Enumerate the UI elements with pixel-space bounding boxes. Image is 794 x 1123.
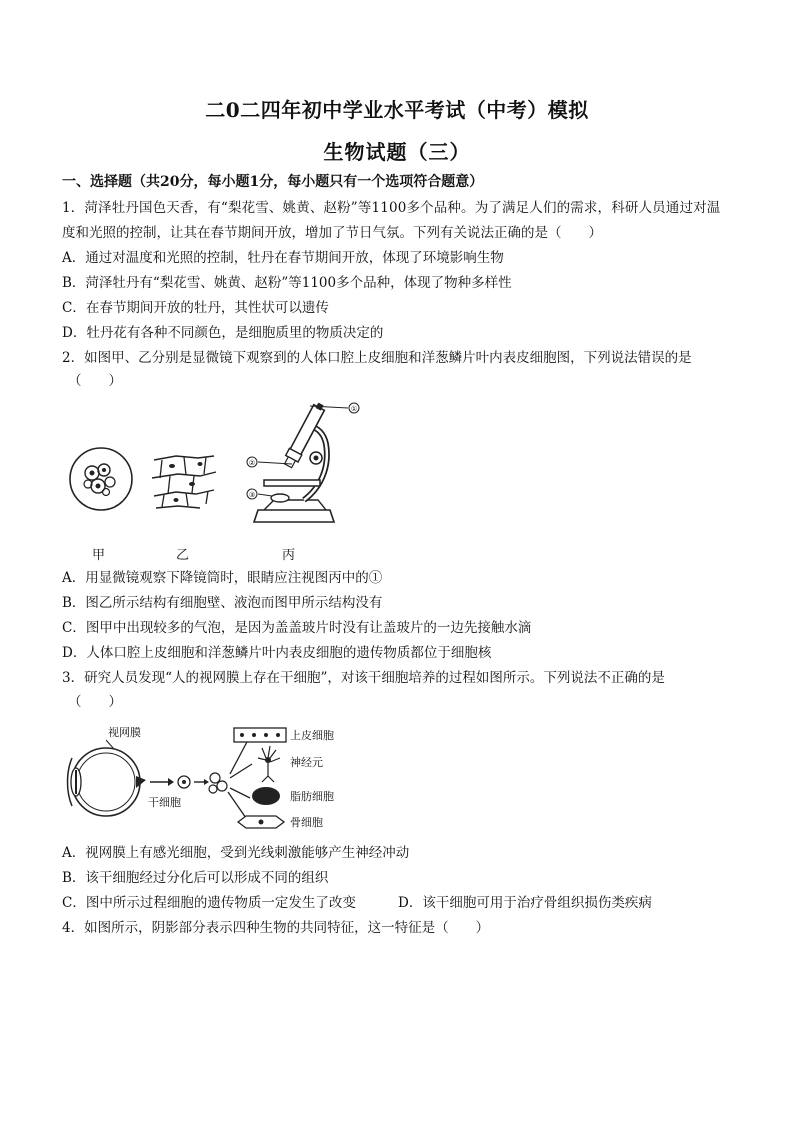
q2-option-a: A．用显微镜观察下降镜筒时，眼睛应注视图丙中的①	[62, 570, 383, 586]
section-heading: 一、选择题（共20分，每小题1分，每小题只有一个选项符合题意）	[62, 174, 484, 190]
q1-stem-line1: 1．菏泽牡丹国色天香，有“梨花雪、姚黄、赵粉”等1100多个品种。为了满足人们的需求，科研人员通过对温	[62, 200, 721, 216]
q1-option-a: A．通过对温度和光照的控制，牡丹在春节期间开放，体现了环境影响生物	[62, 250, 504, 266]
label-bone-cell: 骨细胞	[290, 816, 323, 829]
label-retina: 视网膜	[108, 726, 141, 739]
microscope-mark-2: ②	[248, 459, 256, 467]
q2-option-c: C．图甲中出现较多的气泡，是因为盖盖玻片时没有让盖玻片的一边先接触水滴	[62, 620, 532, 636]
microscope-mark-1: ①	[350, 405, 358, 413]
q3-stem-line2: （ ）	[68, 694, 122, 710]
q1-option-d: D．牡丹花有各种不同颜色，是细胞质里的物质决定的	[62, 325, 384, 341]
exam-subtitle: 生物试题（三）	[323, 140, 471, 164]
q3-option-c: C．图中所示过程细胞的遗传物质一定发生了改变	[62, 895, 356, 911]
q3-option-b: B．该干细胞经过分化后可以形成不同的组织	[62, 870, 329, 886]
microscope-mark-3: ③	[248, 491, 256, 499]
fig-label-bing: 丙	[282, 548, 296, 563]
q3-option-a: A．视网膜上有感光细胞，受到光线刺激能够产生神经冲动	[62, 845, 410, 861]
q3-stem-line1: 3．研究人员发现“人的视网膜上存在干细胞”，对该干细胞培养的过程如图所示。下列说法不正确的是	[62, 670, 665, 686]
q2-stem-line1: 2．如图甲、乙分别是显微镜下观察到的人体口腔上皮细胞和洋葱鳞片叶内表皮细胞图，下列说法错误的是	[62, 350, 692, 366]
q1-option-c: C．在春节期间开放的牡丹，其性状可以遗传	[62, 300, 329, 316]
exam-title: 二0二四年初中学业水平考试（中考）模拟	[205, 98, 589, 122]
label-stem-cell: 干细胞	[148, 796, 181, 809]
figure-stem-cell-differentiation	[62, 718, 352, 836]
q4-stem: 4．如图所示，阴影部分表示四种生物的共同特征，这一特征是（ ）	[62, 920, 490, 936]
fig-label-yi: 乙	[176, 548, 190, 563]
q1-stem-line2: 度和光照的控制，让其在春节期间开放，增加了节日气氛。下列有关说法正确的是（ ）	[62, 225, 602, 241]
label-neuron: 神经元	[290, 756, 323, 769]
label-epithelial: 上皮细胞	[290, 729, 334, 742]
q2-stem-line2: （ ）	[68, 373, 122, 389]
q3-option-d: D．该干细胞可用于治疗骨组织损伤类疾病	[398, 895, 652, 911]
q2-option-b: B．图乙所示结构有细胞壁、液泡而图甲所示结构没有	[62, 595, 383, 611]
figure-microscope	[234, 398, 370, 528]
fig-label-jia: 甲	[92, 548, 106, 563]
figure-onion-cells	[148, 450, 220, 512]
figure-cheek-cells	[68, 446, 134, 512]
label-fat-cell: 脂肪细胞	[290, 790, 334, 803]
q2-option-d: D．人体口腔上皮细胞和洋葱鳞片叶内表皮细胞的遗传物质都位于细胞核	[62, 645, 492, 661]
q1-option-b: B．菏泽牡丹有“梨花雪、姚黄、赵粉”等1100多个品种，体现了物种多样性	[62, 275, 512, 291]
